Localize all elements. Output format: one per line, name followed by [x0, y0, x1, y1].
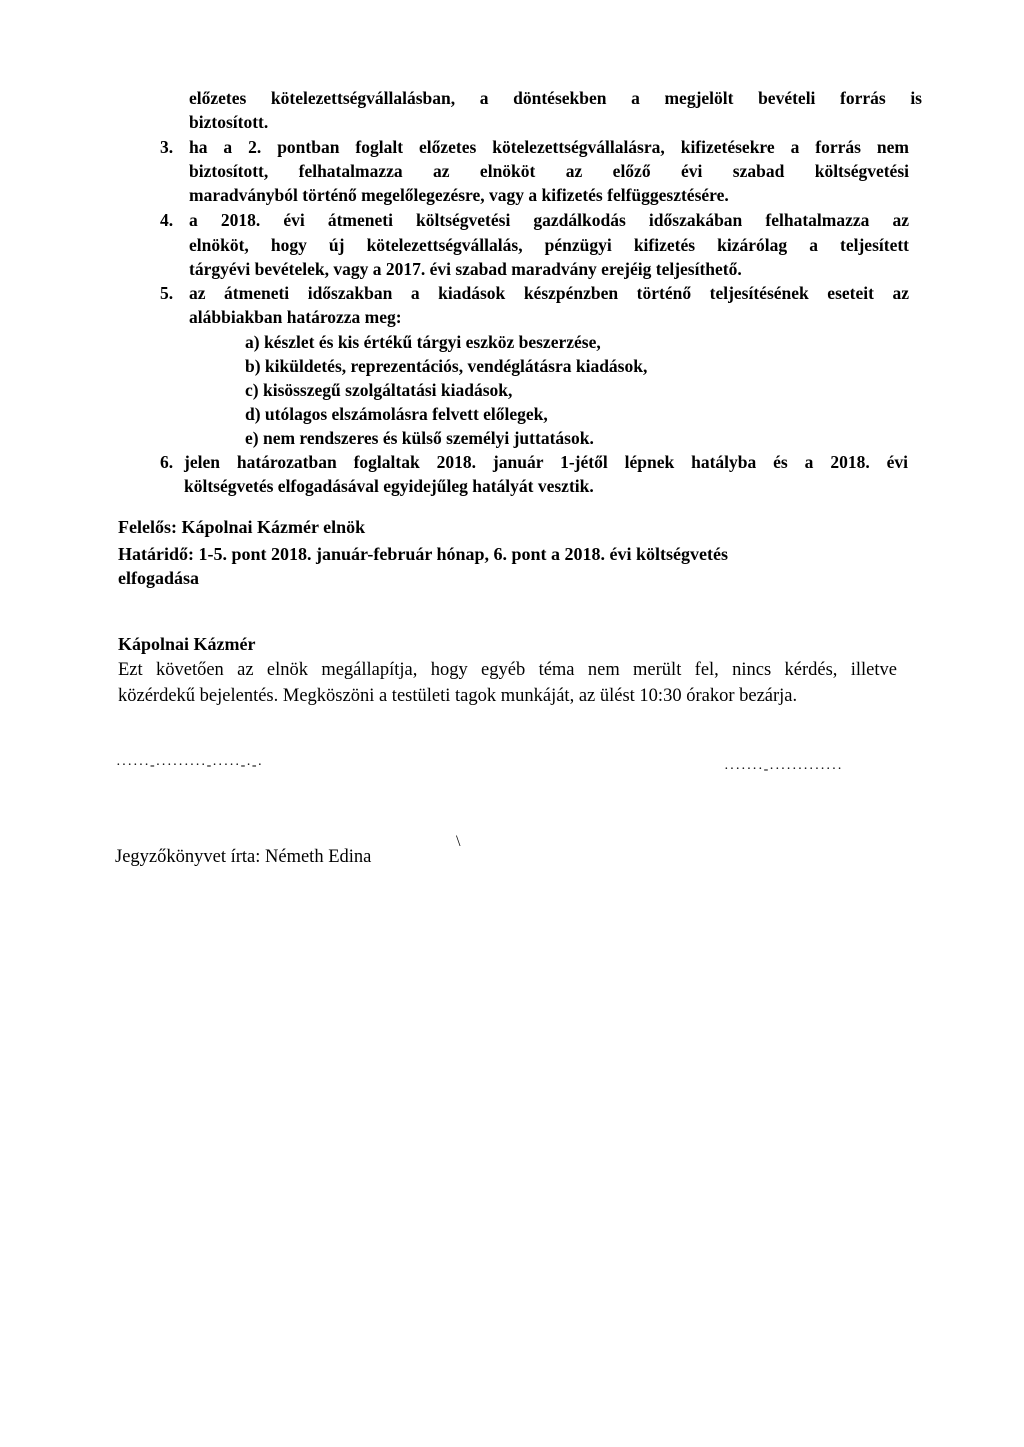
deadline-line-1: Határidő: 1-5. pont 2018. január-február hónap, 6. pont a 2018. évi költségvetés: [118, 544, 729, 564]
continuation-line-2: biztosított.: [189, 112, 269, 132]
item-4-line-3: tárgyévi bevételek, vagy a 2017. évi szabad maradvány erejéig teljesíthető.: [189, 259, 742, 279]
item-6-line-1: jelen határozatban foglaltak 2018. január 1-jétől lépnek hatályba és a 2018. évi: [184, 452, 908, 472]
item-4-number: 4.: [160, 210, 174, 230]
item-4-line-2: elnököt, hogy új kötelezettségvállalás, pénzügyi kifizetés kizárólag a teljesített: [189, 235, 909, 255]
closing-line-2: közérdekű bejelentés. Megköszöni a testületi tagok munkáját, az ülést 10:30 órakor bezárja.: [118, 686, 798, 706]
item-3-line-2: biztosított, felhatalmazza az elnököt az előző évi szabad költségvetési: [189, 161, 909, 181]
deadline-line-2: elfogadása: [118, 568, 199, 588]
responsible-line: Felelős: Kápolnai Kázmér elnök: [118, 517, 366, 537]
closing-line-1: Ezt követően az elnök megállapítja, hogy egyéb téma nem merült fel, nincs kérdés, illetve: [118, 660, 897, 680]
item-5-number: 5.: [160, 283, 174, 303]
item-5-line-1: az átmeneti időszakban a kiadások készpénzben történő teljesítésének eseteit az: [189, 283, 909, 303]
signature-line-right: ·······-·············: [724, 762, 843, 777]
item-5-subitem-a: a) készlet és kis értékű tárgyi eszköz beszerzése,: [245, 332, 601, 352]
item-3-line-1: ha a 2. pontban foglalt előzetes kötelezettségvállalásra, kifizetésekre a forrás nem: [189, 137, 909, 157]
item-5-subitem-d: d) utólagos elszámolásra felvett előlegek,: [245, 404, 548, 424]
item-6-number: 6.: [160, 452, 174, 472]
stray-mark: \: [456, 833, 461, 850]
item-5-subitem-b: b) kiküldetés, reprezentációs, vendéglátásra kiadások,: [245, 356, 648, 376]
item-5-subitem-c: c) kisösszegű szolgáltatási kiadások,: [245, 380, 513, 400]
item-5-subitem-e: e) nem rendszeres és külső személyi juttatások.: [245, 428, 594, 448]
item-3-number: 3.: [160, 137, 174, 157]
item-6-line-2: költségvetés elfogadásával egyidejűleg hatályát vesztik.: [184, 476, 594, 496]
item-3-line-3: maradványból történő megelőlegezésre, vagy a kifizetés felfüggesztésére.: [189, 185, 729, 205]
closing-speaker: Kápolnai Kázmér: [118, 634, 256, 654]
signature-line-left: ······-·········-·····-·-·: [116, 758, 264, 773]
continuation-line-1: előzetes kötelezettségvállalásban, a döntésekben a megjelölt bevételi forrás is: [189, 88, 922, 108]
item-5-line-2: alábbiakban határozza meg:: [189, 307, 402, 327]
minutes-taker: Jegyzőkönyvet írta: Németh Edina: [115, 847, 372, 867]
item-4-line-1: a 2018. évi átmeneti költségvetési gazdálkodás időszakában felhatalmazza az: [189, 210, 909, 230]
